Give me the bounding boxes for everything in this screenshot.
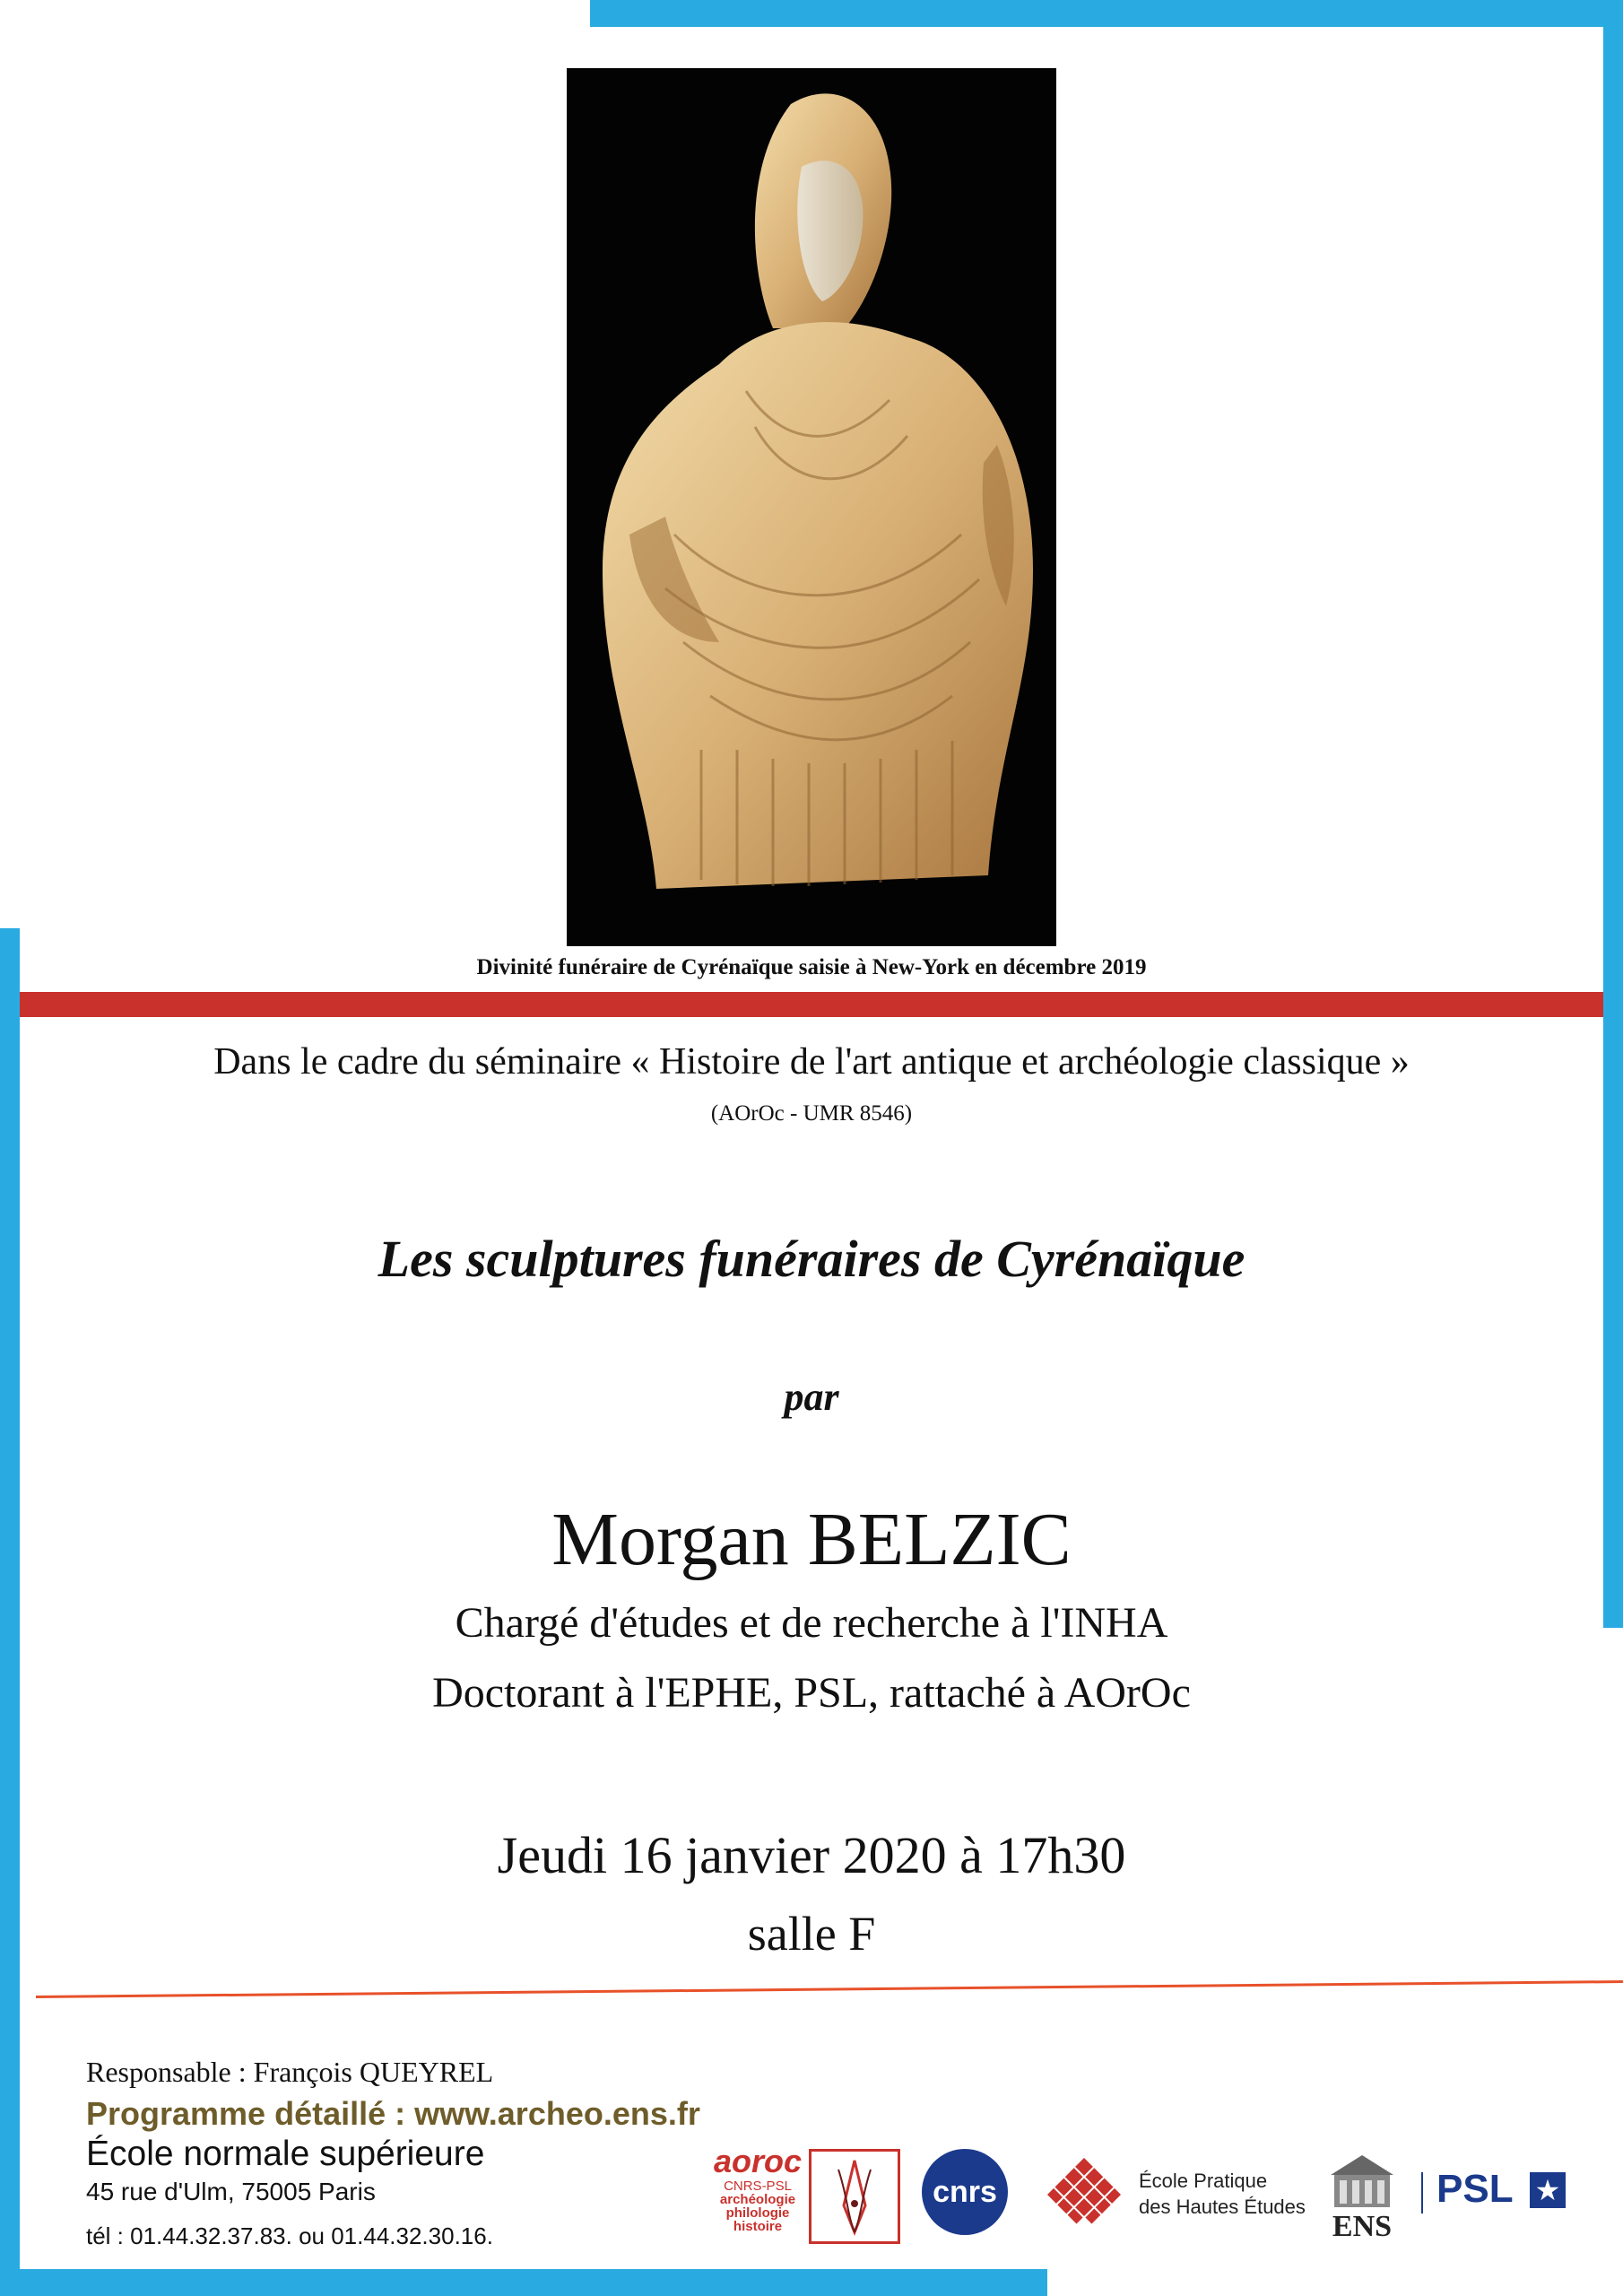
ephe-line-1: École Pratique bbox=[1139, 2170, 1268, 2192]
programme-link[interactable]: Programme détaillé : www.archeo.ens.fr bbox=[86, 2095, 700, 2132]
seminar-context: Dans le cadre du séminaire « Histoire de l'art antique et archéologie classique » bbox=[213, 1041, 1410, 1083]
school-name: École normale supérieure bbox=[86, 2135, 485, 2173]
speaker-role-2: Doctorant à l'EPHE, PSL, rattaché à AOrOc bbox=[432, 1669, 1191, 1717]
cnrs-logo: cnrs bbox=[922, 2149, 1008, 2235]
ephe-line-2: des Hautes Études bbox=[1139, 2195, 1306, 2218]
psl-logo: PSL bbox=[1436, 2167, 1514, 2211]
orange-divider-line bbox=[36, 1980, 1623, 1998]
logo-separator bbox=[1421, 2172, 1423, 2213]
event-room: salle F bbox=[747, 1907, 876, 1961]
bottom-blue-bar bbox=[0, 2269, 1047, 2296]
aoroc-logo bbox=[708, 2145, 906, 2246]
aoroc-logo-line2: archéologie bbox=[719, 2192, 796, 2207]
aoroc-logo-line4: histoire bbox=[733, 2219, 783, 2234]
seminar-unit: (AOrOc - UMR 8546) bbox=[710, 1101, 913, 1126]
ens-logo-label: ENS bbox=[1332, 2210, 1393, 2243]
speaker-role-1: Chargé d'études et de recherche à l'INHA bbox=[455, 1599, 1168, 1647]
school-address: 45 rue d'Ulm, 75005 Paris bbox=[86, 2178, 376, 2205]
aoroc-logo-name: aoroc bbox=[713, 2143, 803, 2179]
psl-star-icon: ★ bbox=[1530, 2172, 1566, 2208]
aoroc-logo-line3: philologie bbox=[725, 2205, 790, 2221]
statue-illustration bbox=[567, 68, 1056, 946]
responsible-line: Responsable : François QUEYREL bbox=[86, 2056, 494, 2088]
ephe-logo-text bbox=[1139, 2169, 1306, 2220]
top-blue-bar bbox=[590, 0, 1623, 27]
red-divider-band bbox=[20, 992, 1603, 1017]
aoroc-logo-line1: CNRS-PSL bbox=[724, 2179, 792, 2194]
ephe-logo-icon bbox=[1038, 2149, 1130, 2240]
speaker-name: Morgan BELZIC bbox=[551, 1498, 1072, 1581]
event-date: Jeudi 16 janvier 2020 à 17h30 bbox=[497, 1826, 1126, 1884]
pen-nib-icon bbox=[809, 2149, 900, 2244]
statue-photo bbox=[567, 68, 1056, 946]
talk-title: Les sculptures funéraires de Cyrénaïque bbox=[378, 1230, 1245, 1288]
by-label: par bbox=[784, 1375, 839, 1419]
photo-caption: Divinité funéraire de Cyrénaïque saisie à New-York en décembre 2019 bbox=[476, 955, 1147, 979]
phone-numbers: tél : 01.44.32.37.83. ou 01.44.32.30.16. bbox=[86, 2222, 493, 2249]
